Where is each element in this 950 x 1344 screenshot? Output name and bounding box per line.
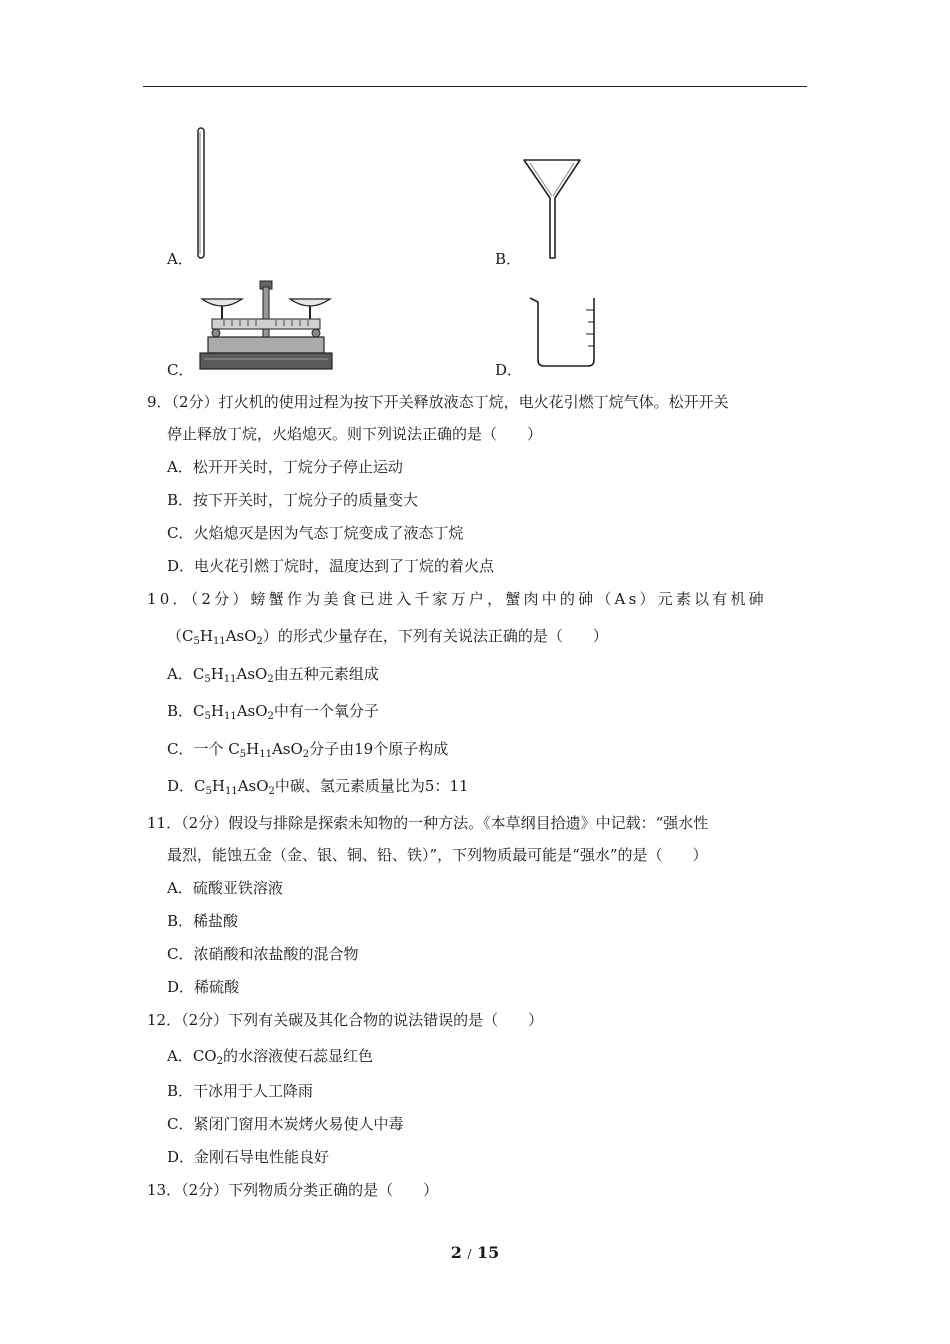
- header-rule: [143, 86, 807, 87]
- q11-option-a: A．硫酸亚铁溶液: [167, 879, 283, 897]
- q9-stem-line-2: 停止释放丁烷，火焰熄灭。则下列说法正确的是（ ）: [167, 425, 543, 443]
- q11-stem-line-2: 最烈，能蚀五金（金、银、铜、铅、铁）”，下列物质最可能是“强水”的是（ ）: [167, 846, 708, 864]
- q9-option-a: A．松开开关时，丁烷分子停止运动: [167, 458, 403, 476]
- q13-stem: 13．（2分）下列物质分类正确的是（ ）: [147, 1181, 439, 1199]
- q10-option-c: C．一个 $C_5H_{11}AsO_2$分子由19个原子构成: [167, 740, 449, 760]
- q12-option-c: C．紧闭门窗用木炭烤火易使人中毒: [167, 1115, 404, 1133]
- q11-stem-line-1: 11．（2分）假设与排除是探索未知物的一种方法。《本草纲目拾遗》中记载：“强水性: [147, 814, 709, 832]
- q9-stem-line-1: 9．（2分）打火机的使用过程为按下开关释放液态丁烷，电火花引燃丁烷气体。松开开关: [147, 393, 729, 411]
- q10-option-d: D．$C_5H_{11}AsO_2$中碳、氢元素质量比为5：11: [167, 777, 469, 797]
- q12-option-d: D．金刚石导电性能良好: [167, 1148, 330, 1166]
- q8-option-d-label: D．: [495, 361, 523, 379]
- glass-rod-icon: [194, 126, 210, 260]
- q11-option-d: D．稀硫酸: [167, 978, 240, 996]
- q12-option-a: A．$CO_2$的水溶液使石蕊显红色: [167, 1047, 373, 1067]
- q9-option-b: B．按下开关时，丁烷分子的质量变大: [167, 491, 419, 509]
- q12-option-b: B．干冰用于人工降雨: [167, 1082, 314, 1100]
- q10-stem-line-1: 10．（2分）螃蟹作为美食已进入千家万户，蟹肉中的砷（As）元素以有机砷: [147, 590, 767, 608]
- q8-option-a-label: A．: [167, 250, 193, 268]
- page-number: 2 / 15: [450, 1243, 500, 1262]
- q11-option-c: C．浓硝酸和浓盐酸的混合物: [167, 945, 359, 963]
- q12-stem: 12．（2分）下列有关碳及其化合物的说法错误的是（ ）: [147, 1011, 544, 1029]
- q8-option-c-label: C．: [167, 361, 194, 379]
- q8-option-b-label: B．: [495, 250, 522, 268]
- q9-option-d: D．电火花引燃丁烷时，温度达到了丁烷的着火点: [167, 557, 495, 575]
- beaker-icon: [526, 294, 602, 370]
- balance-scale-icon: [196, 279, 336, 373]
- funnel-icon: [522, 158, 582, 262]
- q9-option-c: C．火焰熄灭是因为气态丁烷变成了液态丁烷: [167, 524, 464, 542]
- q10-option-b: B．$C_5H_{11}AsO_2$中有一个氧分子: [167, 702, 379, 722]
- q11-option-b: B．稀盐酸: [167, 912, 239, 930]
- q10-option-a: A．$C_5H_{11}AsO_2$由五种元素组成: [167, 665, 379, 685]
- q10-stem-line-2: $(C_5H_{11}AsO_2)$的形式少量存在，下列有关说法正确的是（ ）: [167, 627, 608, 647]
